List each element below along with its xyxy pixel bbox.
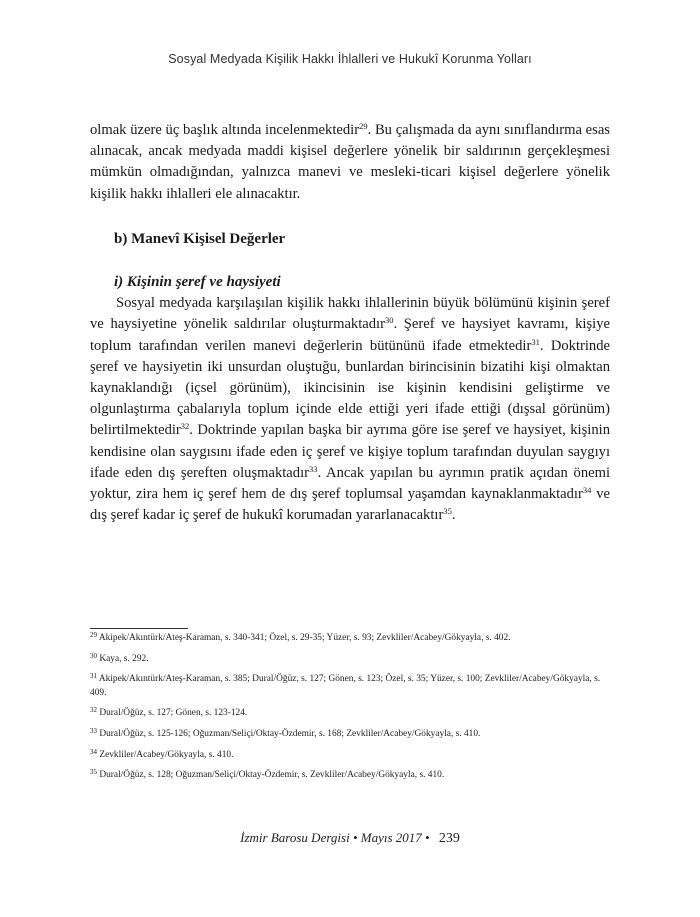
text-run: . — [451, 507, 456, 524]
subsection-heading-i: i) Kişinin şeref ve haysiyeti — [114, 274, 281, 291]
footnote-ref: 33 — [309, 463, 318, 474]
footnote-item — [90, 707, 610, 720]
footnote-ref: 32 — [180, 421, 190, 432]
footnote-text: Kaya, s. 292. — [97, 653, 149, 664]
paragraph-1 — [90, 120, 610, 205]
text-run: . Bu çalışmada da aynı sınıflandırma esas alınacak, ancak medyada maddi kişisel değerlere yönelik bir saldırının gerçekleşmesi mümkün olmadığından, yalnızca manevi ve mesleki-ticari kişisel değerlere yönelik kişilik hakkı ihlalleri ele alınacaktır. — [90, 122, 610, 202]
footnote-number: 33 — [90, 727, 97, 736]
section-heading-b: b) Manevî Kişisel Değerler — [114, 230, 286, 247]
footnote-text: Akipek/Akıntürk/Ateş-Karaman, s. 340-341; Özel, s. 29-35; Yüzer, s. 93; Zevkliler/Acabey/Gökyayla, s. 402. — [97, 633, 511, 643]
footnote-number: 31 — [90, 672, 97, 681]
footnote-ref: 31 — [531, 336, 540, 347]
journal-name: İzmir Barosu Dergisi • Mayıs 2017 • — [240, 830, 430, 845]
footnote-item — [90, 673, 610, 699]
running-title: Sosyal Medyada Kişilik Hakkı İhlalleri ve Hukukî Korunma Yolları — [168, 52, 532, 66]
footnote-ref: 34 — [582, 485, 592, 496]
footnote-item — [90, 749, 610, 762]
footnote-item — [90, 769, 610, 782]
footnote-number: 35 — [90, 768, 97, 777]
page-number: 239 — [438, 831, 460, 846]
footnote-item — [90, 632, 610, 645]
page-footer — [0, 830, 700, 847]
footnote-text: Dural/Öğüz, s. 128; Oğuzman/Seliçi/Oktay-Özdemir, s. Zevkliler/Acabey/Gökyayla, s. 410. — [97, 770, 445, 781]
footnote-number: 32 — [90, 706, 97, 715]
running-header — [0, 52, 700, 66]
footnote-separator — [90, 628, 188, 629]
footnote-ref: 35 — [443, 506, 452, 517]
footnote-item — [90, 653, 610, 666]
paragraph-2 — [90, 293, 610, 526]
main-text — [90, 120, 610, 526]
text-run: . Doktrinde şeref ve haysiyetin iki unsurdan oluştuğu, bunlardan birincisinin bizatihi kişi olmaktan kaynaklandığı (içsel görünüm), ikincisinin ise kişinin kendisini geliştirme ve olgunlaştırma çabalarıyla toplum içinde elde ettiği yeri ifade ettiği (dışsal görünüm) belirtilmektedir — [90, 337, 610, 439]
footnote-item — [90, 728, 610, 741]
footnote-number: 34 — [90, 747, 97, 756]
footnote-text: Akipek/Akıntürk/Ateş-Karaman, s. 385; Dural/Öğüz, s. 127; Gönen, s. 123; Özel, s. 35; Yüzer, s. 100; Zevkliler/Acabey/Gökyayla, s. 409. — [90, 674, 601, 698]
text-run: . Ancak yapılan bu ayrımın pratik açıdan önemi yoktur, zira hem iç şeref hem de dış şeref toplumsal yaşamdan kaynaklanmaktadır — [90, 464, 610, 503]
footnotes — [90, 632, 610, 790]
footnote-text: Zevkliler/Acabey/Gökyayla, s. 410. — [97, 749, 234, 760]
text-run: olmak üzere üç başlık altında incelenmektedir — [90, 122, 360, 138]
footnote-number: 30 — [90, 651, 97, 660]
text-run: Sosyal medyada karşılaşılan kişilik hakkı ihlallerinin büyük bölümünü kişinin şeref ve haysiyetine yönelik saldırılar oluşturmaktadır — [90, 295, 610, 333]
text-run: . Şeref ve haysiyet kavramı, kişiye toplum tarafından verilen manevi değerlerin bütününü ifade etmektedir — [90, 316, 610, 354]
footnote-ref: 29 — [359, 121, 368, 131]
footnote-text: Dural/Öğüz, s. 125-126; Oğuzman/Seliçi/Oktay-Özdemir, s. 168; Zevkliler/Acabey/Gökyayla, s. 410. — [97, 729, 481, 740]
footnote-ref: 30 — [384, 315, 394, 326]
footnote-number: 29 — [90, 631, 97, 639]
text-run: . Doktrinde yapılan başka bir ayrıma göre ise şeref ve haysiyet, kişinin kendisine olan saygısını ifade eden iç şeref ve kişiye toplum tarafından duyulan saygıyı ifade eden dış şereften oluşmaktadır — [90, 422, 610, 481]
text-run: ve dış şeref kadar iç şeref de hukukî korumadan yararlanacaktır — [90, 486, 610, 524]
footnote-text: Dural/Öğüz, s. 127; Gönen, s. 123-124. — [97, 708, 248, 719]
